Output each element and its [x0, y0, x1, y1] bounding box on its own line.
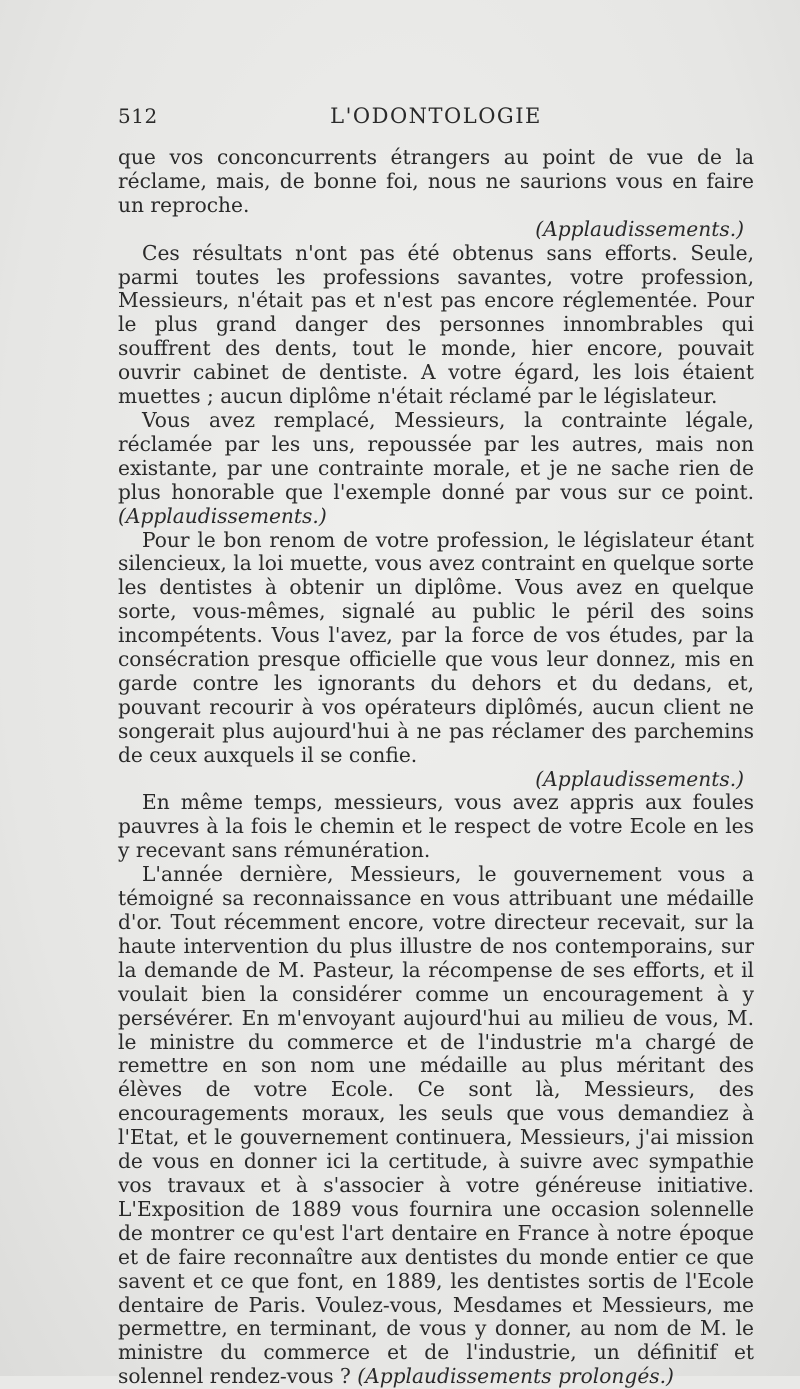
applause-note: (Applaudissements.)	[118, 503, 327, 528]
page-number: 512	[118, 104, 158, 128]
body-text	[118, 146, 754, 1389]
paragraph-text: que vos conconcurrents étrangers au point de vue de la réclame, mais, de bonne foi, nous ne saurions vous en faire un reproche.	[118, 145, 754, 217]
paragraph	[118, 529, 754, 792]
page-header	[118, 104, 754, 134]
paragraph-text: L'année dernière, Messieurs, le gouvernement vous a témoigné sa reconnaissance en vous attribuant une médaille d'or. Tout récemment encore, votre directeur recevait, sur la haute intervention du plus illustre de nos contemporains, sur la demande de M. Pasteur, la récompense de ses efforts, et il voulait bien la considérer comme un encouragement à y persévérer. En m'envoyant aujourd'hui au milieu de vous, M. le ministre du commerce et de l'industrie m'a chargé de remettre en son nom une médaille au plus méritant des élèves de votre Ecole. Ce sont là, Messieurs, des encouragements moraux, les seuls que vous demandiez à l'Etat, et le gouvernement continuera, Messieurs, j'ai mission de vous en donner ici la certitude, à suivre avec sympathie vos travaux et à s'associer à votre généreuse initiative. L'Exposition de 1889 vous fournira une occasion solennelle de montrer ce qu'est l'art dentaire en France à notre époque et de faire reconnaître aux dentistes du monde entier ce que savent et ce que font, en 1889, les dentistes sortis de l'Ecole dentaire de Paris. Voulez-vous, Mesdames et Messieurs, me permettre, en terminant, de vous y donner, au nom de M. le ministre du commerce et de l'industrie, un définitif et solennel rendez-vous ?	[118, 862, 754, 1389]
running-title: L'ODONTOLOGIE	[330, 104, 542, 128]
paragraph	[118, 863, 754, 1389]
paragraph	[118, 242, 754, 409]
applause-note: (Applaudissements prolongés.)	[357, 1364, 674, 1389]
paragraph-text: Ces résultats n'ont pas été obtenus sans efforts. Seule, parmi toutes les professions savantes, votre profession, Messieurs, n'était pas et n'est pas encore réglementée. Pour le plus grand danger des personnes innombrables qui souffrent des dents, tout le monde, hier encore, pouvait ouvrir cabinet de dentiste. A votre égard, les lois étaient muettes ; aucun diplôme n'était réclamé par le législateur.	[118, 240, 754, 409]
paragraph-text: Pour le bon renom de votre profession, le législateur étant silencieux, la loi muette, vous avez contraint en quelque sorte les dentistes à obtenir un diplôme. Vous avez en quelque sorte, vous-mêmes, signalé au public le péril des soins incompétents. Vous l'avez, par la force de vos études, par la consécration presque officielle que vous leur donnez, mis en garde contre les ignorants du dehors et du dedans, et, pouvant recourir à vos opérateurs diplômés, aucun client ne songerait plus aujourd'hui à ne pas réclamer des parchemins de ceux auxquels il se confie.	[118, 527, 754, 767]
applause-note: (Applaudissements.)	[535, 766, 744, 791]
paragraph	[118, 146, 754, 242]
applause-note: (Applaudissements.)	[535, 216, 744, 241]
paragraph	[118, 409, 754, 529]
paragraph	[118, 791, 754, 863]
paragraph-text: Vous avez remplacé, Messieurs, la contrainte légale, réclamée par les uns, repoussée par les autres, mais non existante, par une contrainte morale, et je ne sache rien de plus honorable que l'exemple donné par vous sur ce point.	[118, 407, 754, 504]
paragraph-text: En même temps, messieurs, vous avez appris aux foules pauvres à la fois le chemin et le respect de votre Ecole en les y recevant sans rémunération.	[118, 790, 754, 863]
